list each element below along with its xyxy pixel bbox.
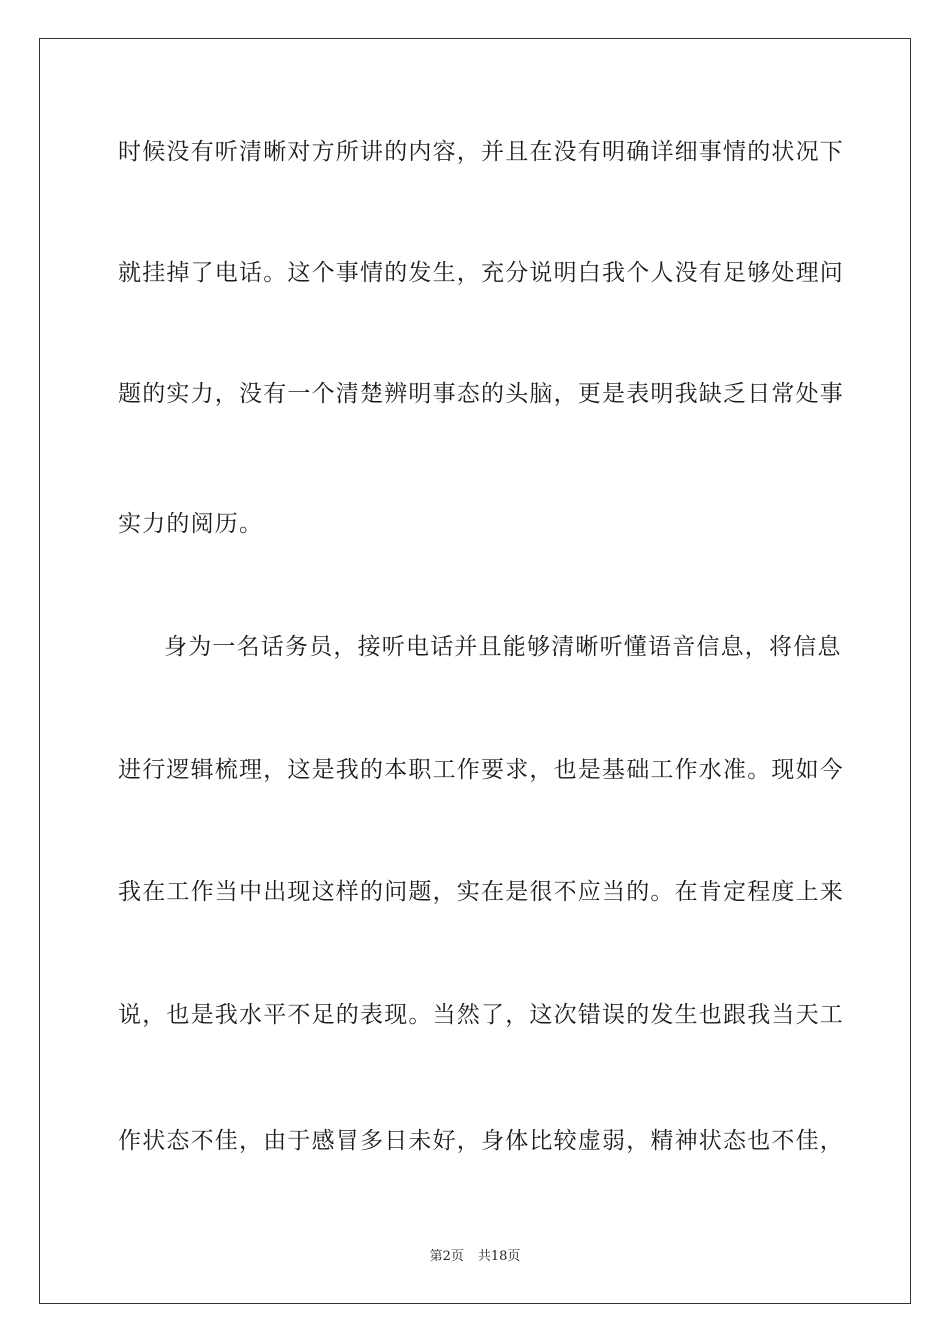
- text-line-9: 作状态不佳，由于感冒多日未好，身体比较虚弱，精神状态也不佳，: [118, 1128, 844, 1154]
- text-line-5-paragraph-start: 身为一名话务员，接听电话并且能够清晰听懂语音信息，将信息: [164, 634, 842, 660]
- page-footer: [0, 1248, 950, 1266]
- text-line-4: 实力的阅历。: [118, 511, 264, 537]
- text-line-7: 我在工作当中出现这样的问题，实在是很不应当的。在肯定程度上来: [118, 879, 844, 905]
- page-number: 第2页: [429, 1249, 464, 1264]
- text-line-6: 进行逻辑梳理，这是我的本职工作要求，也是基础工作水准。现如今: [118, 757, 844, 783]
- text-line-8: 说，也是我水平不足的表现。当然了，这次错误的发生也跟我当天工: [118, 1002, 844, 1028]
- text-line-1: 时候没有听清晰对方所讲的内容，并且在没有明确详细事情的状况下: [118, 139, 844, 165]
- page-border: [39, 38, 911, 1304]
- page-total: 共18页: [477, 1249, 521, 1264]
- text-line-2: 就挂掉了电话。这个事情的发生，充分说明白我个人没有足够处理问: [118, 260, 844, 286]
- text-line-3: 题的实力，没有一个清楚辨明事态的头脑，更是表明我缺乏日常处事: [118, 381, 844, 407]
